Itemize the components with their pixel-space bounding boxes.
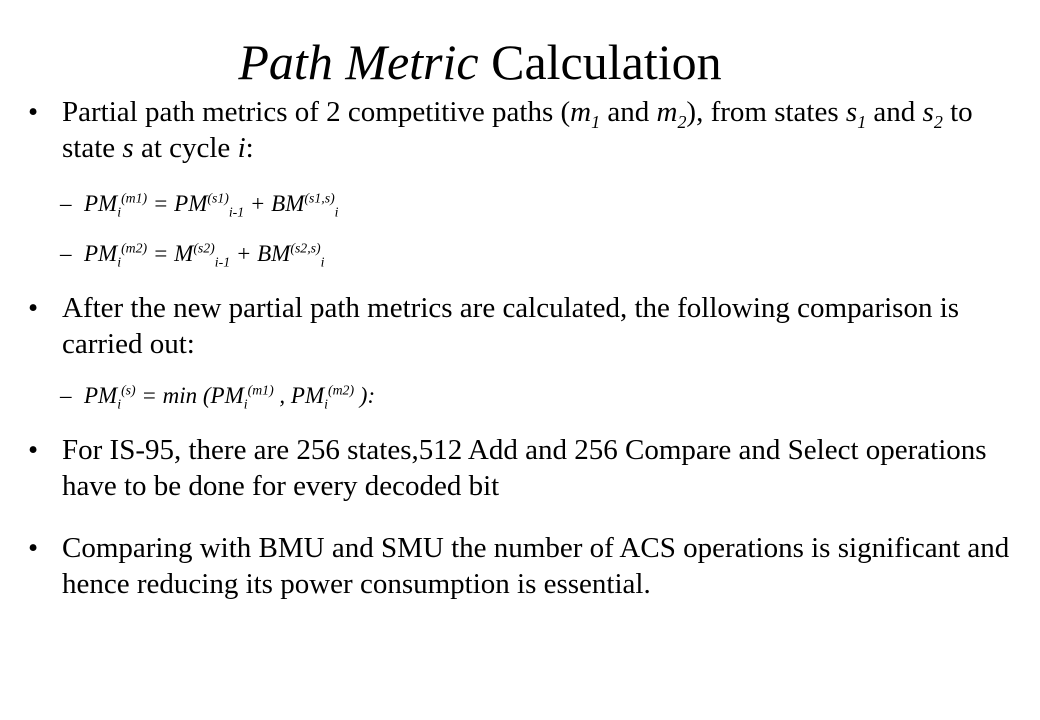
subscript: i — [324, 396, 328, 412]
bullet-text — [62, 532, 1009, 600]
text-run: at cycle — [133, 132, 238, 164]
formula-pm-min — [60, 382, 984, 412]
text-run: PM — [84, 241, 118, 266]
subscript: i — [117, 396, 122, 412]
slide-title-italic: Path Metric — [238, 34, 479, 90]
subscript: 1 — [857, 111, 867, 132]
subscript: i — [117, 204, 122, 220]
bullet-text — [62, 96, 973, 164]
text-run: + BM — [244, 191, 305, 216]
superscript: (m1) — [247, 382, 274, 398]
formula-text — [84, 190, 339, 220]
subscript: i — [243, 396, 248, 412]
subscript: 1 — [591, 111, 601, 132]
text-run: Comparing with BMU and SMU the number of ACS operations is significant and hence reducing its power consumption is essential. — [62, 532, 1010, 600]
slide-title — [0, 34, 960, 90]
formula-text — [84, 240, 325, 270]
text-run: : — [245, 132, 254, 164]
superscript: (s1) — [207, 190, 229, 206]
sub-bullet-dash: – — [60, 383, 72, 408]
subscript: i — [320, 254, 325, 270]
text-run: and — [600, 96, 657, 128]
slide-title-regular: Calculation — [491, 34, 722, 90]
subscript: i-1 — [214, 254, 231, 270]
superscript: (m2) — [327, 382, 355, 398]
text-run: PM — [84, 383, 118, 408]
bullet-partial-path-metrics — [28, 94, 1022, 166]
text-run: After the new partial path metrics are calculated, the following comparison is carried out: — [62, 292, 960, 360]
superscript: (s1,s) — [304, 190, 335, 206]
bullet-text — [62, 292, 959, 360]
text-run: m — [570, 96, 592, 128]
superscript: (s2) — [193, 240, 215, 256]
superscript: (m1) — [121, 190, 148, 206]
formula-pm-m2 — [60, 240, 984, 270]
text-run: m — [656, 96, 678, 128]
text-run: ): — [354, 383, 376, 408]
text-run: s — [845, 96, 858, 128]
text-run: For IS-95, there are 256 states,512 Add and 256 Compare and Select operations have to be done for every decoded bit — [62, 434, 987, 502]
text-run: s — [922, 96, 934, 128]
text-run: s — [122, 132, 134, 164]
superscript: (s) — [121, 382, 136, 398]
subscript: i — [334, 204, 339, 220]
text-run: = min (PM — [135, 383, 244, 408]
superscript: (m2) — [121, 240, 148, 256]
text-run: ), from states — [686, 96, 846, 128]
text-run: = PM — [147, 191, 208, 216]
subscript: 2 — [677, 111, 687, 132]
bullet-dot: • — [28, 532, 39, 564]
bullet-after-new-metrics — [28, 290, 1022, 362]
superscript: (s2,s) — [290, 240, 321, 256]
bullet-text — [62, 434, 987, 502]
text-run: to state — [62, 96, 973, 164]
text-run: PM — [84, 191, 118, 216]
text-run: , PM — [273, 383, 325, 408]
bullet-acs-comparison — [28, 530, 1022, 602]
subscript: 2 — [933, 111, 943, 132]
subscript: i — [117, 254, 122, 270]
bullet-dot: • — [28, 292, 39, 324]
bullet-is95 — [28, 432, 1022, 504]
text-run: and — [866, 96, 923, 128]
formula-pm-m1 — [60, 190, 984, 220]
subscript: i-1 — [228, 204, 245, 220]
text-run: = M — [147, 241, 194, 266]
text-run: i — [237, 132, 246, 164]
text-run: Partial path metrics of 2 competitive paths ( — [62, 96, 571, 128]
text-run: + BM — [230, 241, 291, 266]
bullet-dot: • — [28, 96, 39, 128]
sub-bullet-dash: – — [60, 241, 72, 266]
sub-bullet-dash: – — [60, 191, 72, 216]
formula-text — [84, 382, 376, 412]
bullet-dot: • — [28, 434, 39, 466]
